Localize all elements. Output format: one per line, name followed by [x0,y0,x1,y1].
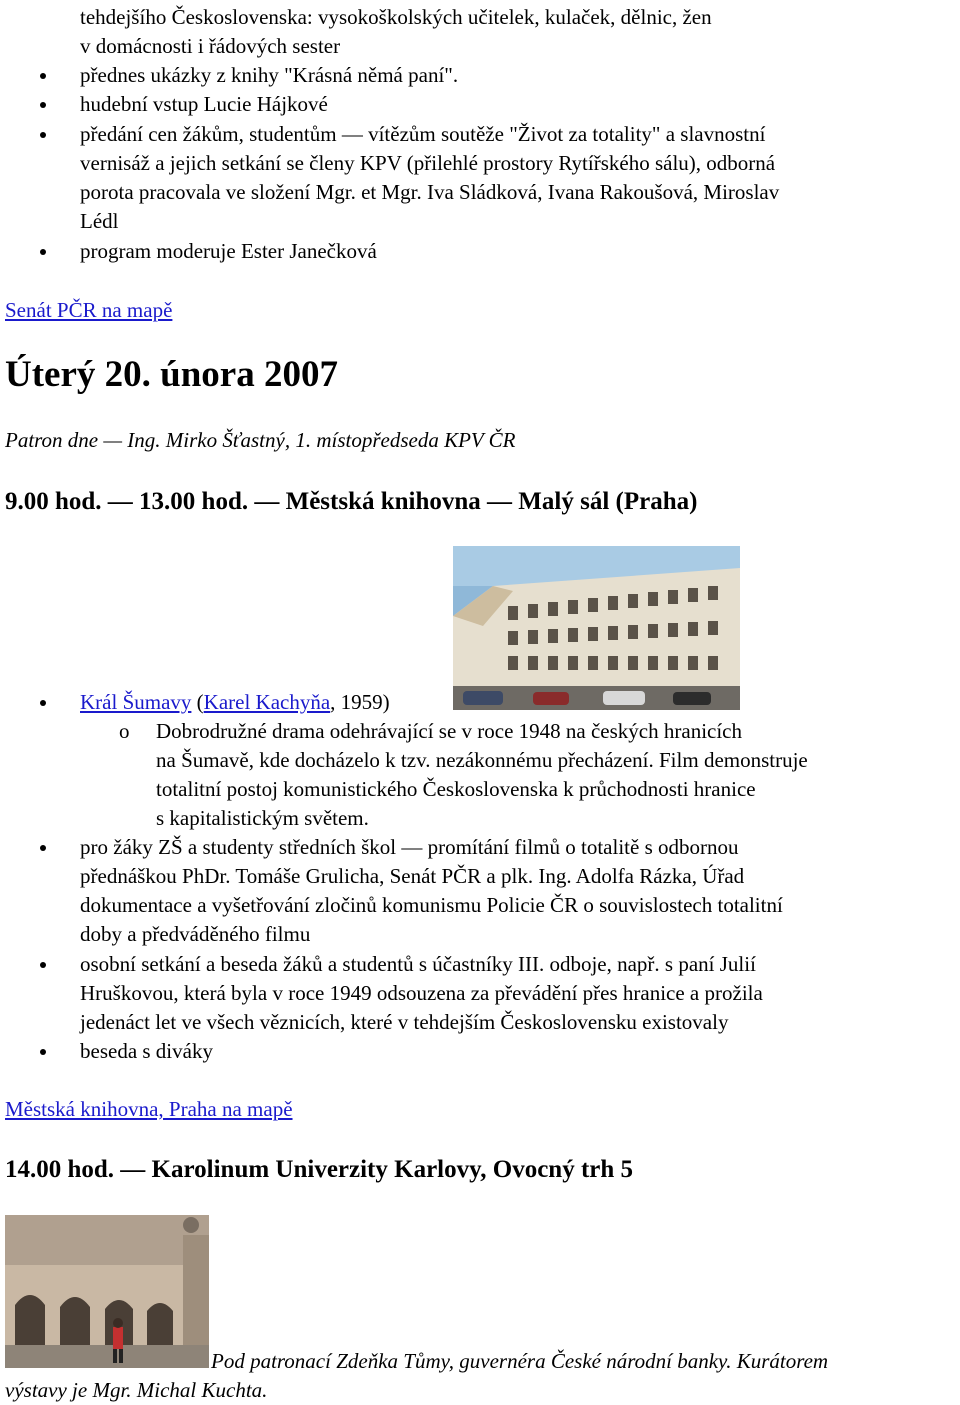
list-item-line: porota pracovala ve složení Mgr. et Mgr. Iva Sládková, Ivana Rakoušová, Miroslav [80,180,780,204]
list-item-line: jedenáct let ve všech věznicích, které v tehdejším Československu existovaly [80,1010,729,1034]
exhibition-caption-line-1: Pod patronací Zdeňka Tůmy, guvernéra České národní banky. Kurátorem [211,1349,829,1373]
list-item-line: Lédl [80,209,119,233]
film-description-line: totalitní postoj komunistického Československa k průchodnosti hranice [156,777,756,801]
list-item: beseda s diváky [80,1037,213,1066]
list-item-line: doby a předváděného filmu [80,922,311,946]
film-description-line: s kapitalistickým světem. [156,806,369,830]
day-patron: Patron dne — Ing. Mirko Šťastný, 1. místopředseda KPV ČR [5,428,516,452]
list-item: předání cen žákům, studentům — vítězům soutěže "Život za totality" a slavnostní [80,120,765,149]
list-item-line: Hruškovou, která byla v roce 1949 odsouzena za převádění přes hranice a prožila [80,981,763,1005]
list-item: pro žáky ZŠ a studenty středních škol — promítání filmů o totalitě s odbornou [80,833,739,862]
continuation-line-2: v domácnosti i řádových sester [80,34,341,58]
film-title-link[interactable]: Král Šumavy [80,690,192,714]
film-open-paren: ( [191,690,204,714]
library-map-link[interactable]: Městská knihovna, Praha na mapě [5,1097,293,1121]
karolinum-photo [5,1215,209,1368]
library-building-photo [453,546,740,710]
list-item: hudební vstup Lucie Hájkové [80,90,328,119]
library-building-image [453,546,740,710]
film-year: , 1959) [330,690,390,714]
film-description-line: o Dobrodružné drama odehrávající se v roce 1948 na českých hranicích [156,717,742,746]
event1-heading: 9.00 hod. — 13.00 hod. — Městská knihovna — Malý sál (Praha) [5,488,698,515]
film-list-item [80,688,390,717]
karolinum-image [5,1215,209,1368]
list-item: osobní setkání a beseda žáků a studentů s účastníky III. odboje, např. s paní Julií [80,950,756,979]
event2-heading: 14.00 hod. — Karolinum Univerzity Karlovy, Ovocný trh 5 [5,1156,634,1183]
film-director-link[interactable]: Karel Kachyňa [203,690,331,714]
film-description-line: na Šumavě, kde docházelo k tzv. nezákonnému přecházení. Film demonstruje [156,748,808,772]
list-item-line: dokumentace a vyšetřování zločinů komunismu Policie ČR o souvislostech totalitní [80,893,783,917]
list-item: program moderuje Ester Janečková [80,237,377,266]
exhibition-caption-line-2: výstavy je Mgr. Michal Kuchta. [5,1378,268,1402]
senat-map-link[interactable]: Senát PČR na mapě [5,298,173,322]
list-item: přednes ukázky z knihy "Krásná němá paní". [80,61,458,90]
day-heading: Úterý 20. února 2007 [5,354,338,395]
list-item-line: vernisáž a jejich setkání se členy KPV (přilehlé prostory Rytířského sálu), odborná [80,151,776,175]
continuation-line-1: tehdejšího Československa: vysokoškolských učitelek, kulaček, dělnic, žen [80,5,712,29]
list-item-line: přednáškou PhDr. Tomáše Grulicha, Senát PČR a plk. Ing. Adolfa Rázka, Úřad [80,864,745,888]
